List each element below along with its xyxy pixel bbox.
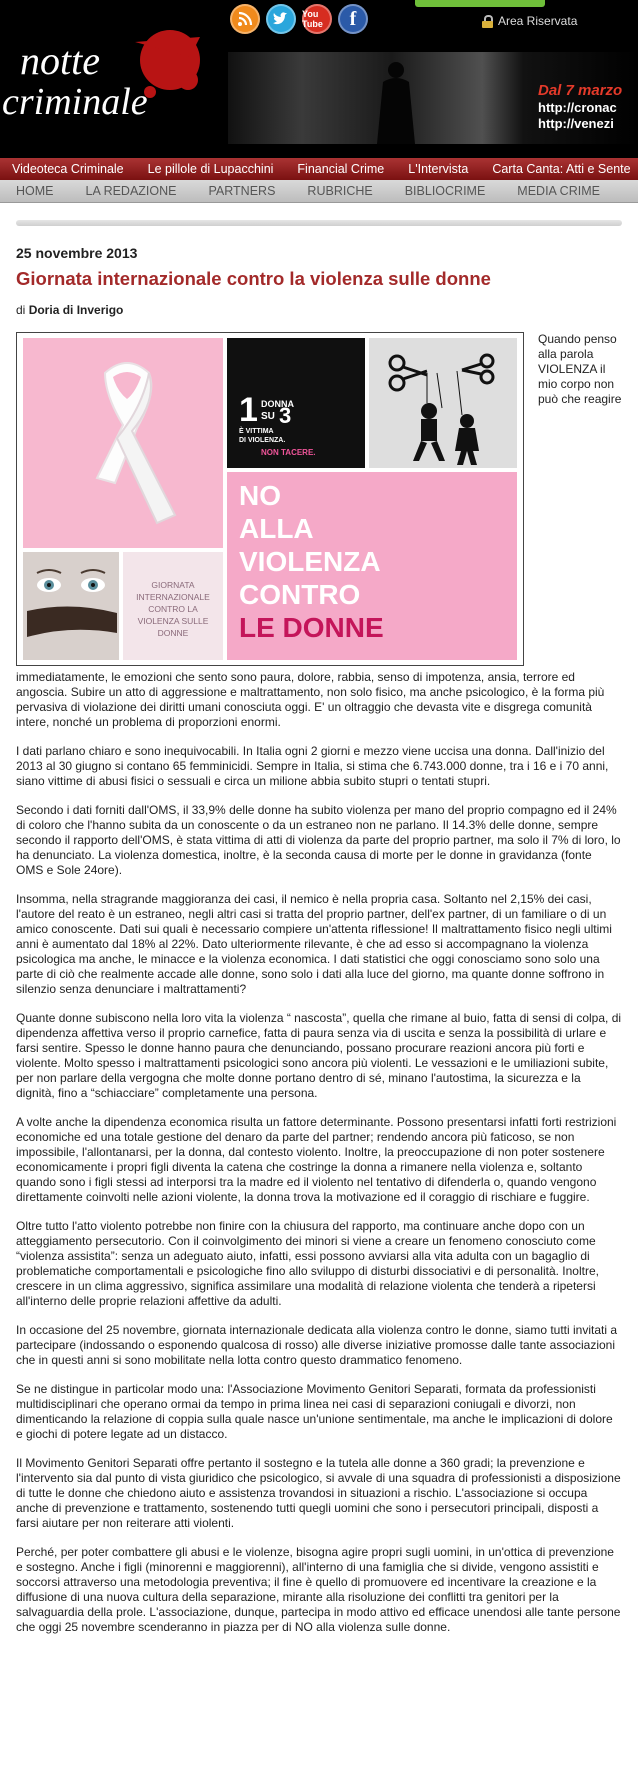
- giornata-line4: VIOLENZA SULLE: [137, 616, 209, 626]
- banner-date: Dal 7 marzo: [538, 82, 623, 99]
- card1-vittima: È VITTIMA: [239, 428, 274, 435]
- card1-su: SU: [261, 411, 275, 422]
- nav-financial-crime[interactable]: Financial Crime: [297, 162, 385, 176]
- article-paragraph: Secondo i dati forniti dall'OMS, il 33,9% delle donne ha subito violenza per mano del proprio compagno ed il 24% di coloro che l'hanno subita da un conoscente o da un estraneo non ne parlano. Il 14.3% delle donne, sempre secondo il rapporto dell'OMS, è stata vittima di atti di violenza da parte del proprio partner, ma solo il 7% di loro, lo ha denunciato. La violenza domestica, inoltre, è la seconda causa di morte per le donne in gravidanza (fonte OMS e Sole 24ore).: [16, 803, 621, 877]
- secondary-nav: [0, 158, 638, 180]
- giornata-line3: CONTRO LA: [148, 604, 198, 614]
- article-paragraph: Il Movimento Genitori Separati offre pertanto il sostegno e la tutela alle donne a 360 gradi; la prevenzione e l'intervento sia dal punto di vista giuridico che psicologico, si avvale di una squadra di professionisti a disposizione di tutte le donne che chiedono aiuto e assistenza trovandosi in situazioni a rischio. L'associazione si occupa anche di prevenzione e trattamento, sostenendo tutti quegli uomini che sono i persecutori principali, disposti a farsi aiutare per non reiterare atti violenti.: [16, 1456, 621, 1530]
- card1-number: 1: [239, 391, 258, 429]
- banner-url-2: http://venezi: [538, 116, 614, 131]
- logo-line2: criminale: [2, 81, 148, 123]
- top-tab[interactable]: [415, 0, 545, 7]
- nav-intervista[interactable]: L'Intervista: [408, 162, 469, 176]
- article-paragraph: Oltre tutto l'atto violento potrebbe non finire con la chiusura del rapporto, ma continuare anche dopo con un atteggiamento persecutorio. Con il coinvolgimento dei minori si viene a creare un fenomeno conosciuto come “violenza assistita”: senza un adeguato aiuto, infatti, essi possono avviarsi alla vita adulta con un bagaglio di problematiche comportamentali e psicologiche fino allo sviluppo di disturbi dissociativi e di personalità. Inoltre, crescere in un clima aggressivo, significa assimilare una modalità di relazione violenta che tenderà a ripetersi all'interno delle proprie relazioni affettive da adulti.: [16, 1219, 599, 1308]
- article-paragraph: immediatamente, le emozioni che sento sono paura, dolore, rabbia, senso di impotenza, ansia, terrore ed angoscia. Subire un atto di aggressione e maltrattamento, non solo fisico, ma anche psicologico, è la forma più pervasiva di violazione dei diritti umani conosciuta oggi. E' un oltraggio che devasta vite e disgrega comunità intere, nonché un problema di proporzioni enormi.: [16, 670, 605, 729]
- article-paragraph: Quante donne subiscono nella loro vita la violenza “ nascosta”, quella che rimane al buio, fatta di sensi di colpa, di dipendenza affettiva verso il proprio carnefice, fatta di paura senza via di uscita e senza la possibilità di urlare e farsi sentire. Spesso le donne hanno paura che denunciando, possano procurare reazioni ancora più forti e violente. Molto spesso i maltrattamenti psicologici sono ancora più violenti. Le vessazioni e le umiliazioni subite, per non parlare della vergogna che molte donne portano dentro di sé, minano l'autostima, la sicurezza e la dignità, fino a “schiacciare” completamente una persona.: [16, 1011, 622, 1100]
- article-paragraph: Insomma, nella stragrande maggioranza dei casi, il nemico è nella propria casa. Soltanto nel 2,15% dei casi, l'autore del reato è un estraneo, negli altri casi si tratta del proprio partner, dell'ex partner, di un familiare o di un amico conoscente. Dati sui quali è necessario compiere un'attenta riflessione! Il maltrattamento fisico negli ultimi anni è aumentato dal 18% al 22%. Dato ulteriormente rilevante, è che ad esso si accompagnano la violenza psicologica ma anche, le minacce e la violenza economica. I dati statistici che oggi conosciamo sono solo una parte di ciò che realmente accade alle donne, sono solo i dati alla luce del giorno, ma quante donne soffrono in silenzio senza denunciare i maltrattamenti?: [16, 892, 612, 996]
- article-image: [16, 332, 524, 666]
- article-paragraph: Se ne distingue in particolar modo una: l'Associazione Movimento Genitori Separati, formata da professionisti multidisciplinari che operano ormai da tempo in prima linea nei casi di separazioni coniugali e divorzi, non dimenticando la relazione di coppia sulla quale nasce un'unione sentimentale, ma anche le implicazioni di dolore e giochi di potere legate ad un distacco.: [16, 1382, 613, 1441]
- silhouette-figure: [373, 60, 419, 144]
- article-body: [16, 670, 622, 1635]
- article-image-collage: [17, 333, 523, 665]
- article-title[interactable]: Giornata internazionale contro la violenza sulle donne: [16, 268, 491, 289]
- nav-partners[interactable]: PARTNERS: [208, 184, 276, 198]
- article-paragraph: A volte anche la dipendenza economica risulta un fattore determinante. Possono presentarsi infatti forti restrizioni economiche ed una totale gestione del denaro da parte del partner; rendendo ancora più faticoso, se non impossibile, l'allontanarsi, per la donna, dal contesto violento. Inoltre, la preoccupazione di non poter sostenere economicamente i propri figli diventa la catena che costringe la donna a rimanere nella violenza e, soltanto quando sono i figli stessi ad interporsi tra la madre ed il violento nel tentativo di difenderla o, quando vengono direttamente coinvolti nelle azioni violente, la donna trova la motivazione ed il coraggio di rischiare e fuggire.: [16, 1115, 617, 1204]
- rss-icon[interactable]: [230, 4, 260, 34]
- youtube-label: You Tube: [302, 9, 323, 29]
- banner-text: [538, 82, 622, 132]
- article-author: Doria di Inverigo: [28, 303, 124, 317]
- article-date: 25 novembre 2013: [16, 245, 138, 261]
- lock-icon: [482, 15, 493, 27]
- no-line5: LE DONNE: [239, 612, 384, 643]
- header-banner[interactable]: [228, 52, 638, 144]
- nav-carta-canta[interactable]: Carta Canta: Atti e Sente: [492, 162, 631, 176]
- giornata-line5: DONNE: [157, 628, 189, 638]
- logo-line1: notte: [20, 38, 100, 83]
- article-paragraph: Perché, per poter combattere gli abusi e le violenze, bisogna agire propri sugli uomini, in un'ottica di prevenzione e sostegno. Anche i figli (minorenni e maggiorenni), all'interno di una famiglia che si divide, vengono assistiti e soccorsi attraverso una metodologia preventiva; il fine è quello di promuovere ed incentivare la creazione e la diffusione di una nuova cultura della separazione, mirante alla risoluzione dei conflitti tra genitori per la salvaguardia della prole. L'associazione, dunque, partecipa in modo attivo ed efficace unendosi alle tante persone che oggi 25 novembre scenderanno in piazza per di NO alla violenza sulle donne.: [16, 1545, 621, 1634]
- figure-wrap: [16, 332, 622, 668]
- article-paragraph: In occasione del 25 novembre, giornata internazionale dedicata alla violenza contro le donne, siamo tutti invitati a partecipare (indossando o esponendo qualcosa di rosso) alle diverse iniziative promosse dalle tante associazioni che in questi anni si sono mobilitate nella lotta contro questo drammatico fenomeno.: [16, 1323, 618, 1367]
- no-line3: VIOLENZA: [239, 546, 381, 577]
- card1-tacere: NON TACERE.: [261, 448, 316, 457]
- banner-url-1: http://cronac: [538, 100, 617, 115]
- card1-donna: DONNA: [261, 399, 294, 409]
- site-header: [0, 0, 638, 158]
- nav-rubriche[interactable]: RUBRICHE: [307, 184, 373, 198]
- giornata-line1: GIORNATA: [151, 580, 195, 590]
- article: [16, 243, 622, 1649]
- giornata-line2: INTERNAZIONALE: [136, 592, 210, 602]
- no-line1: NO: [239, 480, 281, 511]
- main-nav: [0, 180, 638, 203]
- nav-videoteca[interactable]: Videoteca Criminale: [12, 162, 124, 176]
- site-logo[interactable]: [0, 22, 220, 132]
- area-riservata-label: Area Riservata: [498, 14, 578, 28]
- social-icons: [230, 4, 368, 34]
- nav-redazione[interactable]: LA REDAZIONE: [85, 184, 177, 198]
- nav-bibliocrime[interactable]: BIBLIOCRIME: [404, 184, 486, 198]
- content-divider: [16, 220, 622, 226]
- woman-face-panel: [23, 552, 119, 660]
- area-riservata-link[interactable]: [482, 14, 577, 28]
- nav-pillole[interactable]: Le pillole di Lupacchini: [147, 162, 274, 176]
- no-line4: CONTRO: [239, 579, 361, 610]
- card1-three: 3: [279, 403, 292, 428]
- youtube-icon[interactable]: [302, 4, 332, 34]
- article-byline: [16, 303, 622, 318]
- article-paragraph: I dati parlano chiaro e sono inequivocabili. In Italia ogni 2 giorni e mezzo viene uccisa una donna. Dall'inizio del 2013 al 30 giugno si contano 65 femminicidi. Sempre in Italia, si stima che 6.743.000 donne, tra i 16 e i 70 anni, siano vittime di abusi fisici o sessuali e circa un milione abbia subito stupri o tentati stupri.: [16, 744, 609, 788]
- article-lead: Quando penso alla parola VIOLENZA il mio corpo non può che reagire: [538, 332, 622, 406]
- facebook-icon[interactable]: f: [338, 4, 368, 34]
- card1-di-violenza: DI VIOLENZA.: [239, 437, 286, 444]
- nav-media-crime[interactable]: MEDIA CRIME: [517, 184, 600, 198]
- no-line2: ALLA: [239, 513, 314, 544]
- byline-prefix: di: [16, 303, 26, 317]
- twitter-icon[interactable]: [266, 4, 296, 34]
- nav-home[interactable]: HOME: [16, 184, 54, 198]
